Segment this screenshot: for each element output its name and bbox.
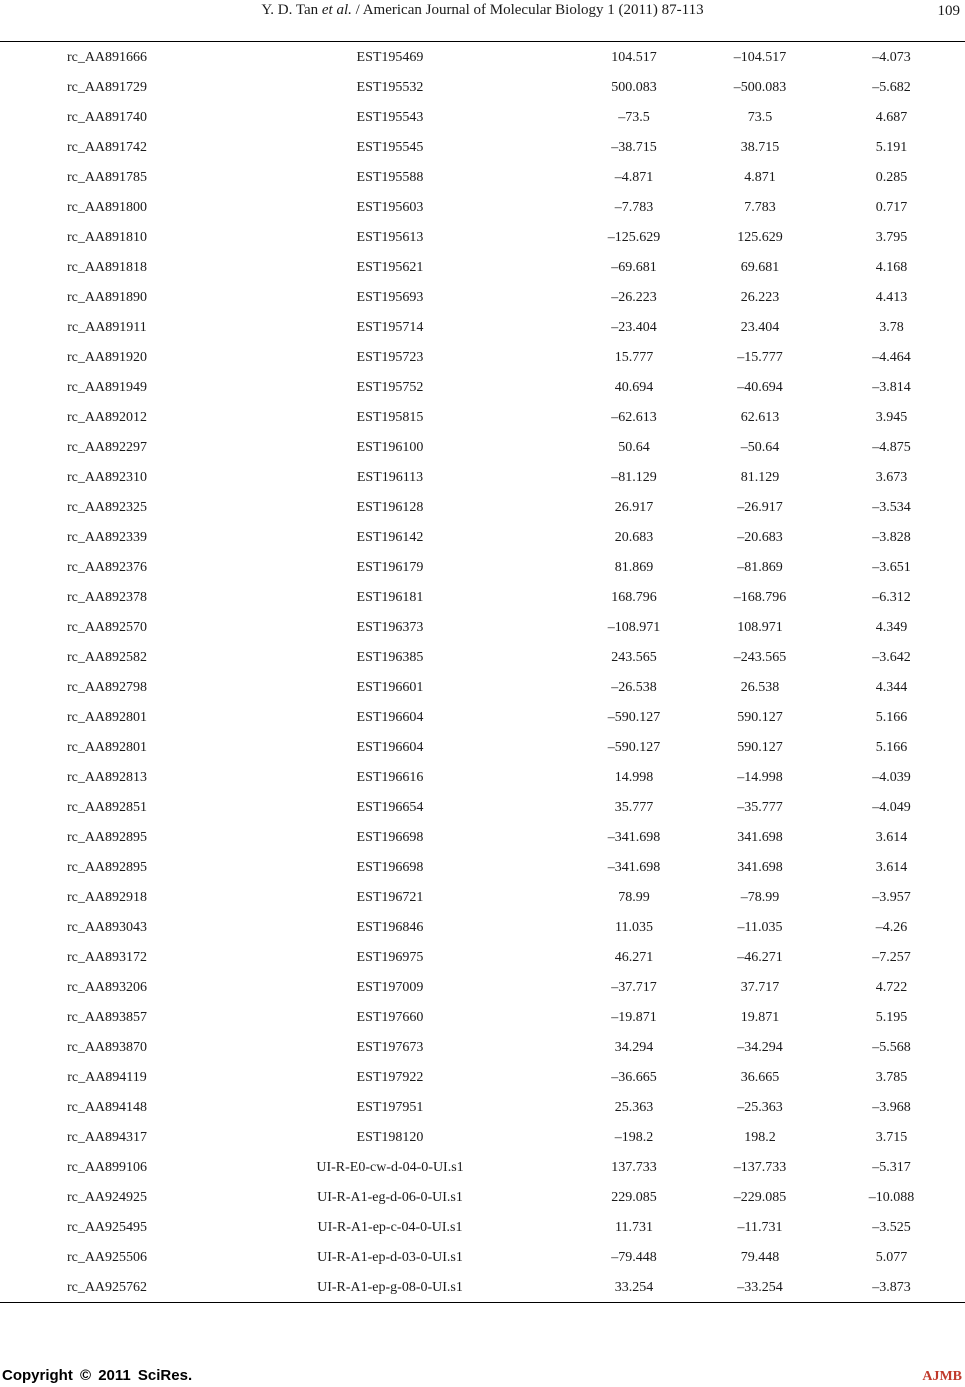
value-b-cell: 198.2	[744, 1130, 776, 1145]
value-a-cell: 20.683	[614, 530, 654, 545]
probe-id-cell: rc_AA892325	[66, 500, 148, 515]
citation-text: / American Journal of Molecular Biology 1 (2011) 87-113	[351, 2, 704, 18]
value-b-cell: –137.733	[733, 1160, 787, 1175]
page-number: 109	[937, 3, 960, 19]
value-b-cell: 69.681	[740, 260, 780, 275]
clone-id-cell: EST196113	[356, 470, 424, 485]
probe-id-cell: rc_AA891785	[66, 170, 148, 185]
probe-id-cell: rc_AA891800	[66, 200, 148, 215]
value-b-cell: 23.404	[740, 320, 780, 335]
value-a-cell: 104.517	[611, 50, 657, 65]
value-b-cell: –243.565	[733, 650, 787, 665]
clone-id-cell: EST197009	[356, 980, 424, 995]
clone-id-cell: EST196601	[356, 680, 424, 695]
statistic-cell: 5.191	[875, 140, 908, 155]
table-row	[0, 943, 965, 973]
value-b-cell: –25.363	[737, 1100, 783, 1115]
statistic-cell: –3.828	[872, 530, 911, 545]
value-a-cell: 11.035	[615, 920, 653, 935]
value-a-cell: –341.698	[607, 860, 661, 875]
value-b-cell: –500.083	[733, 80, 787, 95]
table-row	[0, 523, 965, 553]
value-b-cell: –35.777	[737, 800, 783, 815]
clone-id-cell: EST195693	[356, 290, 424, 305]
probe-id-cell: rc_AA891818	[66, 260, 148, 275]
clone-id-cell: EST196654	[356, 800, 424, 815]
value-a-cell: 34.294	[614, 1040, 654, 1055]
value-a-cell: –125.629	[607, 230, 661, 245]
table-row	[0, 913, 965, 943]
probe-id-cell: rc_AA893043	[66, 920, 148, 935]
statistic-cell: 3.715	[875, 1130, 908, 1145]
clone-id-cell: EST196385	[356, 650, 424, 665]
table-row	[0, 763, 965, 793]
probe-id-cell: rc_AA894317	[66, 1130, 148, 1145]
value-b-cell: 125.629	[737, 230, 783, 245]
statistic-cell: 3.78	[879, 320, 904, 335]
statistic-cell: 3.785	[875, 1070, 908, 1085]
table-row	[0, 253, 965, 283]
table-row	[0, 613, 965, 643]
statistic-cell: –3.651	[872, 560, 911, 575]
table-row	[0, 643, 965, 673]
statistic-cell: –7.257	[872, 950, 911, 965]
clone-id-cell: EST195469	[356, 50, 424, 65]
probe-id-cell: rc_AA894119	[67, 1070, 147, 1085]
probe-id-cell: rc_AA893870	[66, 1040, 148, 1055]
table-row	[0, 1123, 965, 1153]
data-table	[0, 43, 965, 1303]
clone-id-cell: EST195815	[356, 410, 424, 425]
value-b-cell: 79.448	[740, 1250, 780, 1265]
table-row	[0, 973, 965, 1003]
table-row	[0, 103, 965, 133]
value-b-cell: –40.694	[737, 380, 783, 395]
table-row	[0, 733, 965, 763]
statistic-cell: –3.873	[872, 1280, 911, 1295]
clone-id-cell: EST196698	[356, 860, 424, 875]
value-b-cell: –15.777	[737, 350, 783, 365]
clone-id-cell: UI-R-A1-ep-d-03-0-UI.s1	[317, 1250, 463, 1265]
value-b-cell: –46.271	[737, 950, 783, 965]
statistic-cell: –4.039	[872, 770, 911, 785]
table-row	[0, 793, 965, 823]
statistic-cell: 3.614	[875, 830, 908, 845]
clone-id-cell: EST195613	[356, 230, 424, 245]
statistic-cell: 3.614	[875, 860, 908, 875]
value-a-cell: –81.129	[611, 470, 657, 485]
table-row	[0, 133, 965, 163]
probe-id-cell: rc_AA891890	[66, 290, 148, 305]
value-b-cell: –20.683	[737, 530, 783, 545]
table-row	[0, 373, 965, 403]
clone-id-cell: EST198120	[356, 1130, 424, 1145]
clone-id-cell: EST195543	[356, 110, 424, 125]
probe-id-cell: rc_AA892570	[66, 620, 148, 635]
value-b-cell: –104.517	[733, 50, 787, 65]
value-a-cell: 243.565	[611, 650, 657, 665]
statistic-cell: –3.534	[872, 500, 911, 515]
clone-id-cell: EST196616	[356, 770, 424, 785]
table-row	[0, 193, 965, 223]
value-b-cell: 4.871	[744, 170, 776, 185]
value-a-cell: 229.085	[611, 1190, 657, 1205]
clone-id-cell: EST196975	[356, 950, 424, 965]
value-a-cell: 46.271	[614, 950, 654, 965]
table-row	[0, 1183, 965, 1213]
table-row	[0, 1063, 965, 1093]
table-row	[0, 1033, 965, 1063]
clone-id-cell: EST195621	[356, 260, 424, 275]
value-b-cell: –50.64	[740, 440, 780, 455]
value-a-cell: 40.694	[614, 380, 654, 395]
statistic-cell: 4.349	[875, 620, 908, 635]
probe-id-cell: rc_AA892813	[66, 770, 148, 785]
value-b-cell: 590.127	[737, 740, 783, 755]
statistic-cell: 4.168	[875, 260, 908, 275]
probe-id-cell: rc_AA891742	[66, 140, 148, 155]
value-a-cell: –69.681	[611, 260, 657, 275]
clone-id-cell: EST196373	[356, 620, 424, 635]
table-row	[0, 1273, 965, 1303]
statistic-cell: –5.317	[872, 1160, 911, 1175]
probe-id-cell: rc_AA891729	[66, 80, 148, 95]
probe-id-cell: rc_AA891810	[66, 230, 148, 245]
value-b-cell: 73.5	[747, 110, 773, 125]
probe-id-cell: rc_AA892378	[66, 590, 148, 605]
probe-id-cell: rc_AA892798	[66, 680, 148, 695]
probe-id-cell: rc_AA891666	[66, 50, 148, 65]
value-a-cell: 15.777	[614, 350, 654, 365]
value-b-cell: –26.917	[737, 500, 783, 515]
clone-id-cell: EST195588	[356, 170, 424, 185]
statistic-cell: 4.722	[875, 980, 908, 995]
value-a-cell: 33.254	[614, 1280, 654, 1295]
page-footer	[0, 1366, 965, 1386]
journal-abbreviation: AJMB	[922, 1369, 962, 1384]
clone-id-cell: UI-R-A1-ep-g-08-0-UI.s1	[317, 1280, 463, 1295]
table-row	[0, 73, 965, 103]
probe-id-cell: rc_AA893206	[66, 980, 148, 995]
statistic-cell: 3.673	[875, 470, 908, 485]
table-row	[0, 583, 965, 613]
table-row	[0, 673, 965, 703]
value-a-cell: 500.083	[611, 80, 657, 95]
value-a-cell: –198.2	[614, 1130, 654, 1145]
probe-id-cell: rc_AA891920	[66, 350, 148, 365]
probe-id-cell: rc_AA893857	[66, 1010, 148, 1025]
statistic-cell: –6.312	[872, 590, 911, 605]
table-body	[0, 43, 965, 1303]
clone-id-cell: EST196142	[356, 530, 424, 545]
clone-id-cell: EST195723	[356, 350, 424, 365]
statistic-cell: 4.687	[875, 110, 908, 125]
probe-id-cell: rc_AA894148	[66, 1100, 148, 1115]
clone-id-cell: UI-R-A1-ep-c-04-0-UI.s1	[317, 1220, 463, 1235]
value-b-cell: 36.665	[740, 1070, 780, 1085]
probe-id-cell: rc_AA892851	[66, 800, 148, 815]
clone-id-cell: EST196604	[356, 740, 424, 755]
table-row	[0, 343, 965, 373]
table-row	[0, 1003, 965, 1033]
clone-id-cell: EST195532	[356, 80, 424, 95]
table-row	[0, 1213, 965, 1243]
value-b-cell: 341.698	[737, 830, 783, 845]
clone-id-cell: EST195545	[356, 140, 424, 155]
probe-id-cell: rc_AA892918	[66, 890, 148, 905]
probe-id-cell: rc_AA891911	[67, 320, 147, 335]
statistic-cell: –4.073	[872, 50, 911, 65]
statistic-cell: –4.049	[872, 800, 911, 815]
clone-id-cell: EST196698	[356, 830, 424, 845]
clone-id-cell: EST195752	[356, 380, 424, 395]
table-row	[0, 493, 965, 523]
statistic-cell: 5.077	[875, 1250, 908, 1265]
table-row	[0, 1153, 965, 1183]
table-row	[0, 403, 965, 433]
clone-id-cell: EST197673	[356, 1040, 424, 1055]
table-row	[0, 1093, 965, 1123]
value-b-cell: 341.698	[737, 860, 783, 875]
value-a-cell: 50.64	[618, 440, 650, 455]
value-a-cell: –341.698	[607, 830, 661, 845]
table-row	[0, 223, 965, 253]
statistic-cell: –10.088	[868, 1190, 915, 1205]
value-a-cell: 78.99	[618, 890, 650, 905]
value-b-cell: –33.254	[737, 1280, 783, 1295]
value-b-cell: –34.294	[737, 1040, 783, 1055]
clone-id-cell: EST197951	[356, 1100, 424, 1115]
copyright-notice: Copyright © 2011 SciRes.	[2, 1367, 193, 1384]
statistic-cell: –4.464	[872, 350, 911, 365]
table-row	[0, 703, 965, 733]
value-a-cell: 168.796	[611, 590, 657, 605]
value-a-cell: –590.127	[607, 740, 661, 755]
probe-id-cell: rc_AA891949	[66, 380, 148, 395]
value-a-cell: 11.731	[615, 1220, 653, 1235]
probe-id-cell: rc_AA925495	[66, 1220, 148, 1235]
value-a-cell: –26.223	[611, 290, 657, 305]
statistic-cell: 5.166	[875, 740, 908, 755]
value-b-cell: –229.085	[733, 1190, 787, 1205]
value-b-cell: 62.613	[740, 410, 780, 425]
table-row	[0, 823, 965, 853]
value-b-cell: –14.998	[737, 770, 783, 785]
value-b-cell: 81.129	[740, 470, 780, 485]
table-row	[0, 853, 965, 883]
running-header	[0, 0, 965, 26]
table-row	[0, 433, 965, 463]
statistic-cell: 3.795	[875, 230, 908, 245]
value-a-cell: –26.538	[611, 680, 657, 695]
value-b-cell: 26.538	[740, 680, 780, 695]
value-a-cell: –7.783	[614, 200, 654, 215]
probe-id-cell: rc_AA924925	[66, 1190, 148, 1205]
value-b-cell: 590.127	[737, 710, 783, 725]
value-a-cell: 14.998	[614, 770, 654, 785]
statistic-cell: 5.166	[875, 710, 908, 725]
value-a-cell: –4.871	[614, 170, 654, 185]
probe-id-cell: rc_AA925762	[66, 1280, 148, 1295]
value-a-cell: –19.871	[611, 1010, 657, 1025]
probe-id-cell: rc_AA892012	[66, 410, 148, 425]
value-a-cell: –108.971	[607, 620, 661, 635]
statistic-cell: 3.945	[875, 410, 908, 425]
value-a-cell: –36.665	[611, 1070, 657, 1085]
value-b-cell: –11.035	[737, 920, 783, 935]
probe-id-cell: rc_AA892339	[66, 530, 148, 545]
clone-id-cell: EST196181	[356, 590, 424, 605]
clone-id-cell: EST196100	[356, 440, 424, 455]
table-top-rule	[0, 41, 965, 42]
probe-id-cell: rc_AA892801	[66, 740, 148, 755]
statistic-cell: 0.717	[875, 200, 908, 215]
statistic-cell: –5.568	[872, 1040, 911, 1055]
clone-id-cell: EST197922	[356, 1070, 424, 1085]
clone-id-cell: UI-R-A1-eg-d-06-0-UI.s1	[317, 1190, 463, 1205]
value-b-cell: –78.99	[740, 890, 780, 905]
value-a-cell: –37.717	[611, 980, 657, 995]
statistic-cell: –4.875	[872, 440, 911, 455]
statistic-cell: –3.968	[872, 1100, 911, 1115]
clone-id-cell: EST196846	[356, 920, 424, 935]
probe-id-cell: rc_AA892801	[66, 710, 148, 725]
value-b-cell: –81.869	[737, 560, 783, 575]
statistic-cell: 0.285	[875, 170, 908, 185]
authors-etal: et al.	[321, 2, 352, 18]
value-a-cell: –38.715	[611, 140, 657, 155]
clone-id-cell: EST195714	[356, 320, 424, 335]
value-a-cell: –73.5	[618, 110, 650, 125]
probe-id-cell: rc_AA892297	[66, 440, 148, 455]
clone-id-cell: EST196604	[356, 710, 424, 725]
statistic-cell: 4.344	[875, 680, 908, 695]
value-b-cell: 38.715	[740, 140, 780, 155]
statistic-cell: –3.525	[872, 1220, 911, 1235]
journal-citation	[0, 0, 965, 20]
clone-id-cell: EST196179	[356, 560, 424, 575]
clone-id-cell: EST196721	[356, 890, 424, 905]
clone-id-cell: EST196128	[356, 500, 424, 515]
probe-id-cell: rc_AA899106	[66, 1160, 148, 1175]
value-b-cell: 26.223	[740, 290, 780, 305]
authors: Y. D. Tan	[261, 2, 322, 18]
table-bottom-rule	[0, 1302, 965, 1303]
table-row	[0, 463, 965, 493]
table-row	[0, 43, 965, 73]
value-a-cell: –590.127	[607, 710, 661, 725]
probe-id-cell: rc_AA891740	[66, 110, 148, 125]
value-a-cell: 25.363	[614, 1100, 654, 1115]
probe-id-cell: rc_AA892310	[66, 470, 148, 485]
probe-id-cell: rc_AA892895	[66, 830, 148, 845]
probe-id-cell: rc_AA892376	[66, 560, 148, 575]
table-row	[0, 883, 965, 913]
value-a-cell: 26.917	[614, 500, 654, 515]
value-a-cell: 35.777	[614, 800, 654, 815]
clone-id-cell: EST195603	[356, 200, 424, 215]
statistic-cell: –3.642	[872, 650, 911, 665]
value-a-cell: –23.404	[611, 320, 657, 335]
probe-id-cell: rc_AA925506	[66, 1250, 148, 1265]
statistic-cell: –3.957	[872, 890, 911, 905]
table-row	[0, 283, 965, 313]
value-b-cell: 19.871	[740, 1010, 780, 1025]
value-b-cell: –11.731	[737, 1220, 783, 1235]
value-b-cell: 108.971	[737, 620, 783, 635]
statistic-cell: –4.26	[875, 920, 908, 935]
probe-id-cell: rc_AA892582	[66, 650, 148, 665]
clone-id-cell: EST197660	[356, 1010, 424, 1025]
probe-id-cell: rc_AA893172	[66, 950, 148, 965]
value-a-cell: 81.869	[614, 560, 654, 575]
table-row	[0, 1243, 965, 1273]
value-a-cell: –62.613	[611, 410, 657, 425]
statistic-cell: –5.682	[872, 80, 911, 95]
statistic-cell: 5.195	[875, 1010, 908, 1025]
probe-id-cell: rc_AA892895	[66, 860, 148, 875]
statistic-cell: 4.413	[875, 290, 908, 305]
value-b-cell: 7.783	[744, 200, 776, 215]
value-b-cell: –168.796	[733, 590, 787, 605]
value-b-cell: 37.717	[740, 980, 780, 995]
table-row	[0, 553, 965, 583]
statistic-cell: –3.814	[872, 380, 911, 395]
table-row	[0, 313, 965, 343]
value-a-cell: 137.733	[611, 1160, 657, 1175]
table-row	[0, 163, 965, 193]
value-a-cell: –79.448	[611, 1250, 657, 1265]
clone-id-cell: UI-R-E0-cw-d-04-0-UI.s1	[316, 1160, 464, 1175]
